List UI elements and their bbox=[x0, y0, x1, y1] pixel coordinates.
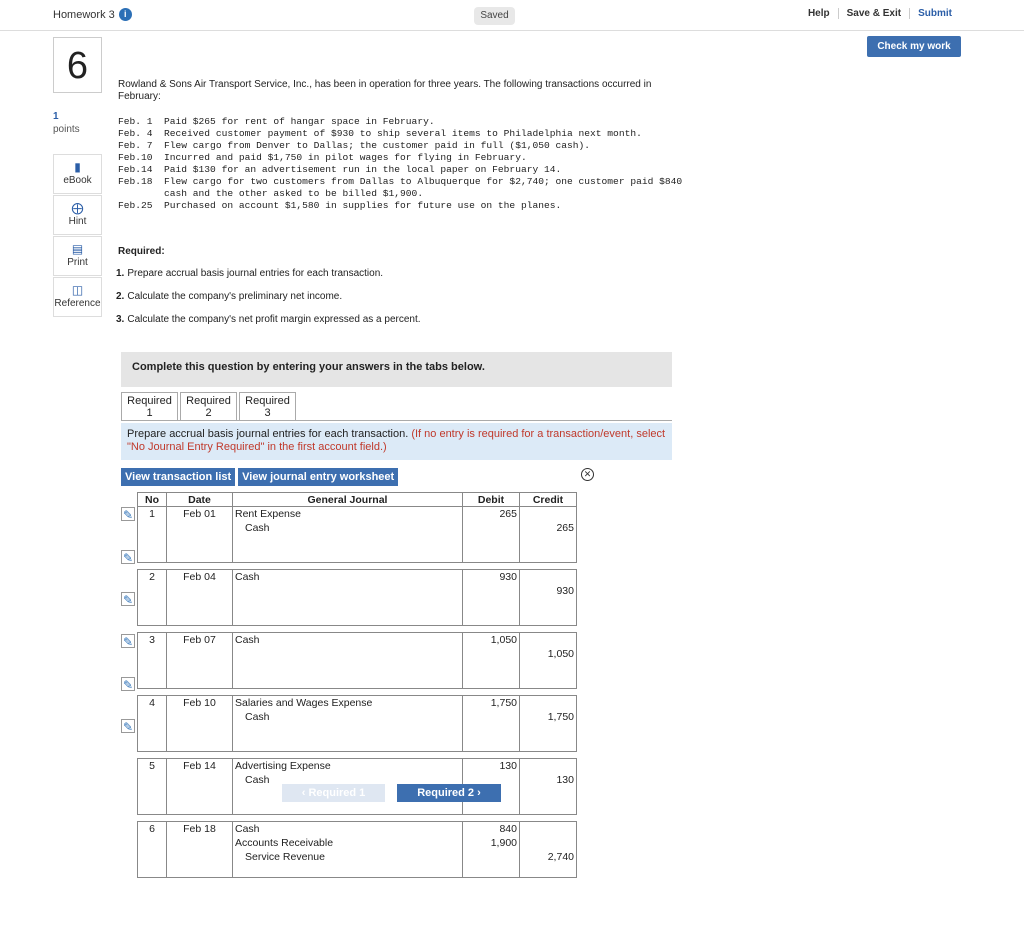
cell-debit[interactable]: 930 bbox=[463, 570, 520, 584]
cell-credit[interactable] bbox=[520, 864, 577, 878]
reference-icon: ◫ bbox=[71, 283, 84, 297]
table-row bbox=[138, 801, 577, 815]
required-heading: Required: bbox=[118, 246, 165, 257]
table-row bbox=[138, 710, 577, 724]
cell-debit[interactable] bbox=[463, 612, 520, 626]
cell-no bbox=[138, 864, 167, 878]
cell-date bbox=[167, 836, 233, 850]
table-row bbox=[138, 612, 577, 626]
prev-required-button[interactable]: ‹ Required 1 bbox=[282, 784, 385, 802]
spacer-cell bbox=[138, 626, 577, 633]
cell-date bbox=[167, 647, 233, 661]
cell-credit[interactable] bbox=[520, 836, 577, 850]
edit-entry-icon[interactable]: ✎ bbox=[122, 678, 134, 692]
col-date: Date bbox=[167, 493, 233, 507]
cell-credit[interactable]: 1,050 bbox=[520, 647, 577, 661]
cell-date: Feb 04 bbox=[167, 570, 233, 584]
cell-date bbox=[167, 850, 233, 864]
cell-credit[interactable]: 2,740 bbox=[520, 850, 577, 864]
ebook-button[interactable] bbox=[53, 154, 102, 194]
cell-no bbox=[138, 647, 167, 661]
cell-date: Feb 07 bbox=[167, 633, 233, 647]
problem-intro: Rowland & Sons Air Transport Service, Inc., has been in operation for three years. The following transactions occurred in February: bbox=[118, 79, 652, 102]
cell-no bbox=[138, 710, 167, 724]
cell-debit[interactable] bbox=[463, 675, 520, 689]
cell-no bbox=[138, 661, 167, 675]
instruction-box bbox=[121, 423, 672, 460]
cell-debit[interactable]: 1,750 bbox=[463, 696, 520, 710]
row-spacer bbox=[138, 563, 577, 570]
cell-credit[interactable] bbox=[520, 535, 577, 549]
cell-account[interactable] bbox=[233, 738, 463, 752]
cell-credit[interactable] bbox=[520, 801, 577, 815]
cell-date bbox=[167, 675, 233, 689]
cell-account[interactable] bbox=[233, 570, 463, 584]
cell-date bbox=[167, 661, 233, 675]
cell-date bbox=[167, 738, 233, 752]
cell-account[interactable] bbox=[233, 521, 463, 535]
cell-date: Feb 10 bbox=[167, 696, 233, 710]
transaction-item: Feb. 7 Flew cargo from Denver to Dallas; the customer paid in full ($1,050 cash). bbox=[118, 140, 591, 151]
hint-label: Hint bbox=[68, 216, 87, 227]
cell-no bbox=[138, 787, 167, 801]
table-row bbox=[138, 822, 577, 836]
complete-question-banner: Complete this question by entering your answers in the tabs below. bbox=[121, 352, 672, 387]
view-transaction-list-button[interactable]: View transaction list bbox=[121, 468, 235, 486]
next-required-button[interactable]: Required 2 › bbox=[397, 784, 501, 802]
assignment-title bbox=[53, 8, 132, 21]
cell-debit[interactable]: 1,050 bbox=[463, 633, 520, 647]
spacer-cell bbox=[138, 815, 577, 822]
cell-account[interactable] bbox=[233, 836, 463, 850]
cell-no bbox=[138, 850, 167, 864]
account-name: Salaries and Wages Expense bbox=[235, 696, 373, 709]
cell-no: 4 bbox=[138, 696, 167, 710]
cell-no bbox=[138, 521, 167, 535]
spacer-cell bbox=[138, 563, 577, 570]
table-row bbox=[138, 584, 577, 598]
cell-date bbox=[167, 535, 233, 549]
table-row bbox=[138, 535, 577, 549]
cell-date bbox=[167, 801, 233, 815]
row-spacer bbox=[138, 752, 577, 759]
top-bar bbox=[0, 0, 1024, 31]
cell-date bbox=[167, 521, 233, 535]
info-icon[interactable]: i bbox=[119, 8, 132, 21]
cell-account[interactable] bbox=[233, 675, 463, 689]
cell-credit[interactable] bbox=[520, 661, 577, 675]
journal-table bbox=[137, 492, 577, 878]
save-exit-link[interactable]: Save & Exit bbox=[838, 8, 909, 19]
spacer-cell bbox=[138, 689, 577, 696]
cell-debit[interactable] bbox=[463, 661, 520, 675]
transaction-item: Feb. 1 Paid $265 for rent of hangar space in February. bbox=[118, 116, 435, 127]
cell-credit[interactable] bbox=[520, 612, 577, 626]
cell-no bbox=[138, 535, 167, 549]
required-item: 1. Prepare accrual basis journal entries for each transaction. bbox=[116, 268, 384, 279]
cell-debit[interactable]: 130 bbox=[463, 759, 520, 773]
instruction-note: (If no entry is required for a transaction/event, select "No Journal Entry Required" in the first account field.) bbox=[127, 428, 666, 453]
tab-required-2[interactable]: Required 2 bbox=[180, 392, 237, 421]
cell-no bbox=[138, 738, 167, 752]
cell-credit[interactable] bbox=[520, 759, 577, 773]
cell-debit[interactable] bbox=[463, 549, 520, 563]
help-link[interactable]: Help bbox=[807, 8, 830, 19]
transaction-item: Feb. 4 Received customer payment of $930 to ship several items to Philadelphia next month. bbox=[118, 128, 642, 139]
cell-debit[interactable]: 840 bbox=[463, 822, 520, 836]
cell-debit[interactable] bbox=[463, 535, 520, 549]
instruction-text: Prepare accrual basis journal entries for each transaction. bbox=[127, 428, 409, 440]
transaction-item: Feb.14 Paid $130 for an advertisement run in the local paper on February 14. bbox=[118, 164, 562, 175]
hint-button[interactable] bbox=[53, 195, 102, 235]
cell-account[interactable] bbox=[233, 822, 463, 836]
required-item: 2. Calculate the company's preliminary net income. bbox=[116, 291, 343, 302]
cell-debit[interactable] bbox=[463, 850, 520, 864]
cell-debit[interactable]: 265 bbox=[463, 507, 520, 521]
table-row bbox=[138, 549, 577, 563]
cell-debit[interactable] bbox=[463, 801, 520, 815]
tab-divider bbox=[121, 420, 672, 421]
cell-debit[interactable] bbox=[463, 598, 520, 612]
table-header-row bbox=[138, 493, 577, 507]
cell-credit[interactable] bbox=[520, 570, 577, 584]
cell-account[interactable] bbox=[233, 598, 463, 612]
cell-date bbox=[167, 864, 233, 878]
cell-date bbox=[167, 710, 233, 724]
table-row bbox=[138, 521, 577, 535]
col-debit: Debit bbox=[463, 493, 520, 507]
cell-debit[interactable] bbox=[463, 521, 520, 535]
edit-entry-icon[interactable]: ✎ bbox=[122, 635, 134, 649]
table-row bbox=[138, 864, 577, 878]
cell-credit[interactable] bbox=[520, 675, 577, 689]
print-label: Print bbox=[67, 257, 88, 268]
cell-date bbox=[167, 773, 233, 787]
check-my-work-button[interactable]: Check my work bbox=[867, 36, 961, 57]
cell-account[interactable] bbox=[233, 759, 463, 773]
cell-no bbox=[138, 773, 167, 787]
cell-account[interactable] bbox=[233, 647, 463, 661]
cell-debit[interactable]: 1,900 bbox=[463, 836, 520, 850]
top-links bbox=[800, 8, 960, 19]
transaction-item: Feb.25 Purchased on account $1,580 in supplies for future use on the planes. bbox=[118, 200, 562, 211]
cell-account[interactable] bbox=[233, 612, 463, 626]
account-name: Cash bbox=[235, 570, 260, 583]
cell-account[interactable] bbox=[233, 584, 463, 598]
cell-debit[interactable] bbox=[463, 738, 520, 752]
cell-no bbox=[138, 836, 167, 850]
cell-no bbox=[138, 724, 167, 738]
cell-credit[interactable]: 1,750 bbox=[520, 710, 577, 724]
row-spacer bbox=[138, 626, 577, 633]
required-tabs bbox=[121, 392, 296, 421]
cell-account[interactable] bbox=[233, 801, 463, 815]
table-row bbox=[138, 836, 577, 850]
cell-date bbox=[167, 724, 233, 738]
points-value: 1 bbox=[53, 111, 59, 122]
col-no: No bbox=[138, 493, 167, 507]
tab-required-1[interactable]: Required 1 bbox=[121, 392, 178, 421]
worksheet-buttons bbox=[121, 468, 398, 486]
account-name: Advertising Expense bbox=[235, 759, 331, 772]
cell-no bbox=[138, 549, 167, 563]
close-icon[interactable]: ✕ bbox=[581, 468, 594, 481]
cell-credit[interactable] bbox=[520, 598, 577, 612]
print-button[interactable] bbox=[53, 236, 102, 276]
reference-button[interactable] bbox=[53, 277, 102, 317]
edit-entry-icon[interactable]: ✎ bbox=[122, 551, 134, 565]
cell-account[interactable] bbox=[233, 710, 463, 724]
table-row bbox=[138, 661, 577, 675]
table-row bbox=[138, 570, 577, 584]
table-row bbox=[138, 598, 577, 612]
cell-debit[interactable] bbox=[463, 647, 520, 661]
cell-no bbox=[138, 801, 167, 815]
cell-credit[interactable] bbox=[520, 507, 577, 521]
table-row bbox=[138, 759, 577, 773]
cell-account[interactable] bbox=[233, 535, 463, 549]
table-row bbox=[138, 633, 577, 647]
cell-date: Feb 14 bbox=[167, 759, 233, 773]
cell-date bbox=[167, 549, 233, 563]
cell-date bbox=[167, 584, 233, 598]
transaction-item: Feb.10 Incurred and paid $1,750 in pilot wages for flying in February. bbox=[118, 152, 527, 163]
cell-no bbox=[138, 675, 167, 689]
tab-required-3[interactable]: Required 3 bbox=[239, 392, 296, 421]
cell-date bbox=[167, 787, 233, 801]
cell-account[interactable] bbox=[233, 549, 463, 563]
cell-account[interactable] bbox=[233, 507, 463, 521]
table-row bbox=[138, 738, 577, 752]
edit-entry-icon[interactable]: ✎ bbox=[122, 508, 134, 522]
saved-status: Saved bbox=[474, 7, 515, 25]
hint-icon: ⨁ bbox=[71, 201, 84, 215]
cell-credit[interactable]: 930 bbox=[520, 584, 577, 598]
cell-account[interactable] bbox=[233, 724, 463, 738]
row-spacer bbox=[138, 689, 577, 696]
cell-account[interactable] bbox=[233, 696, 463, 710]
table-row bbox=[138, 647, 577, 661]
table-row bbox=[138, 675, 577, 689]
account-name: Cash bbox=[235, 633, 260, 646]
cell-credit[interactable]: 130 bbox=[520, 773, 577, 787]
cell-no bbox=[138, 584, 167, 598]
cell-credit[interactable] bbox=[520, 787, 577, 801]
table-row bbox=[138, 507, 577, 521]
cell-credit[interactable] bbox=[520, 549, 577, 563]
required-item: 3. Calculate the company's net profit margin expressed as a percent. bbox=[116, 314, 421, 325]
account-name: Cash bbox=[245, 773, 270, 786]
cell-credit[interactable] bbox=[520, 738, 577, 752]
cell-debit[interactable] bbox=[463, 864, 520, 878]
cell-account[interactable] bbox=[233, 633, 463, 647]
cell-date bbox=[167, 612, 233, 626]
book-icon: ▮ bbox=[74, 160, 81, 174]
question-number: 6 bbox=[53, 37, 102, 93]
cell-credit[interactable]: 265 bbox=[520, 521, 577, 535]
cell-account[interactable] bbox=[233, 864, 463, 878]
cell-credit[interactable] bbox=[520, 724, 577, 738]
spacer-cell bbox=[138, 752, 577, 759]
col-credit: Credit bbox=[520, 493, 577, 507]
print-icon: ▤ bbox=[71, 242, 84, 256]
submit-link[interactable]: Submit bbox=[909, 8, 960, 19]
edit-entry-icon[interactable]: ✎ bbox=[122, 593, 134, 607]
points-label: points bbox=[53, 124, 80, 135]
account-name: Cash bbox=[245, 521, 270, 534]
cell-debit[interactable] bbox=[463, 584, 520, 598]
cell-no bbox=[138, 612, 167, 626]
points bbox=[53, 110, 80, 136]
table-row bbox=[138, 696, 577, 710]
cell-date: Feb 18 bbox=[167, 822, 233, 836]
cell-account[interactable] bbox=[233, 850, 463, 864]
row-spacer bbox=[138, 815, 577, 822]
table-row bbox=[138, 850, 577, 864]
transaction-item: Feb.18 Flew cargo for two customers from Dallas to Albuquerque for $2,740; one customer paid $840 cash and the other asked to be billed $1,900. bbox=[118, 176, 683, 199]
table-row bbox=[138, 724, 577, 738]
cell-no: 5 bbox=[138, 759, 167, 773]
assignment-title-text: Homework 3 bbox=[53, 8, 115, 21]
col-general-journal: General Journal bbox=[233, 493, 463, 507]
account-name: Service Revenue bbox=[245, 850, 325, 863]
cell-no: 1 bbox=[138, 507, 167, 521]
cell-credit[interactable] bbox=[520, 696, 577, 710]
cell-debit[interactable] bbox=[463, 724, 520, 738]
account-name: Cash bbox=[245, 710, 270, 723]
ebook-label: eBook bbox=[63, 175, 92, 186]
cell-debit[interactable] bbox=[463, 710, 520, 724]
reference-label: Reference bbox=[54, 298, 101, 309]
account-name: Accounts Receivable bbox=[235, 836, 334, 849]
account-name: Cash bbox=[235, 822, 260, 835]
edit-entry-icon[interactable]: ✎ bbox=[122, 720, 134, 734]
cell-account[interactable] bbox=[233, 661, 463, 675]
cell-no: 6 bbox=[138, 822, 167, 836]
cell-credit[interactable] bbox=[520, 822, 577, 836]
cell-no bbox=[138, 598, 167, 612]
account-name: Rent Expense bbox=[235, 507, 301, 520]
cell-no: 2 bbox=[138, 570, 167, 584]
cell-date bbox=[167, 598, 233, 612]
transaction-list bbox=[118, 116, 684, 212]
cell-no: 3 bbox=[138, 633, 167, 647]
cell-credit[interactable] bbox=[520, 633, 577, 647]
view-journal-worksheet-button[interactable]: View journal entry worksheet bbox=[238, 468, 398, 486]
cell-date: Feb 01 bbox=[167, 507, 233, 521]
